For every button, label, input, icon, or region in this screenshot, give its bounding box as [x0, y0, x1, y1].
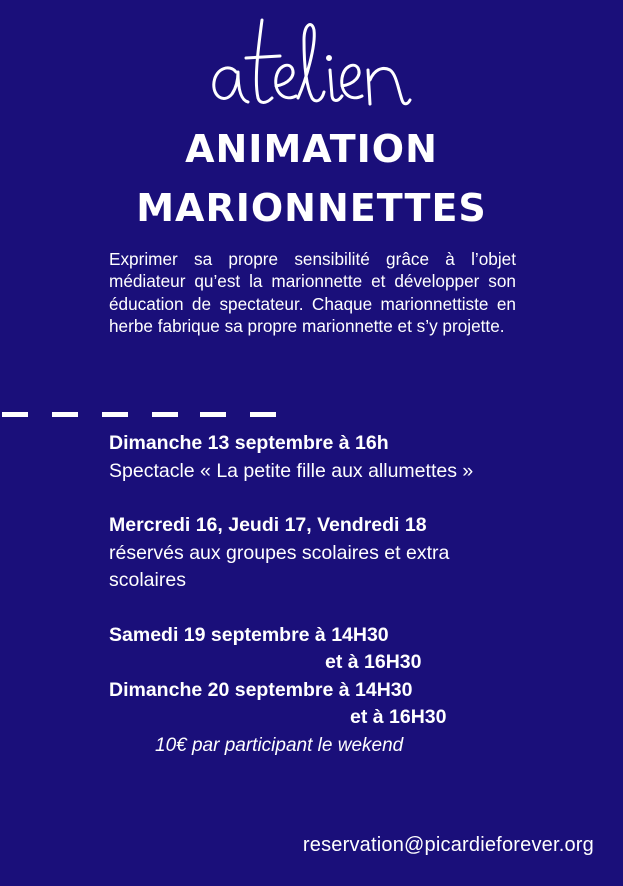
contact-email[interactable]: reservation@picardieforever.org [302, 834, 594, 856]
event-4-second-time: et à 16H30 [350, 706, 447, 728]
event-2-date: Mercredi 16, Jeudi 17, Vendredi 18 [109, 514, 427, 536]
description-paragraph: Exprimer sa propre sensibilité grâce à l’objet médiateur qu’est la marionnette et développer son éducation de spectateur. Chaque marionnettiste en herbe fabrique sa propre marionnette et s’y projette. [109, 249, 516, 337]
event-1-description: Spectacle « La petite fille aux allumettes » [109, 459, 474, 482]
title-line-2: MARIONNETTES [136, 186, 487, 230]
event-4-date: Dimanche 20 septembre à 14H30 [109, 678, 413, 701]
event-1-date: Dimanche 13 septembre à 16h [109, 432, 389, 454]
event-2-description-line-1: réservés aux groupes scolaires et extra [109, 541, 450, 564]
event-3-second-time: et à 16H30 [325, 651, 422, 673]
price-note: 10€ par participant le wekend [155, 734, 404, 756]
event-3-date: Samedi 19 septembre à 14H30 [109, 623, 389, 646]
events-schedule [109, 430, 589, 759]
dashed-divider [0, 408, 280, 420]
atelier-script-logo [0, 0, 623, 120]
title-line-1: ANIMATION [185, 127, 438, 171]
event-2-description-line-2: scolaires [109, 569, 186, 591]
